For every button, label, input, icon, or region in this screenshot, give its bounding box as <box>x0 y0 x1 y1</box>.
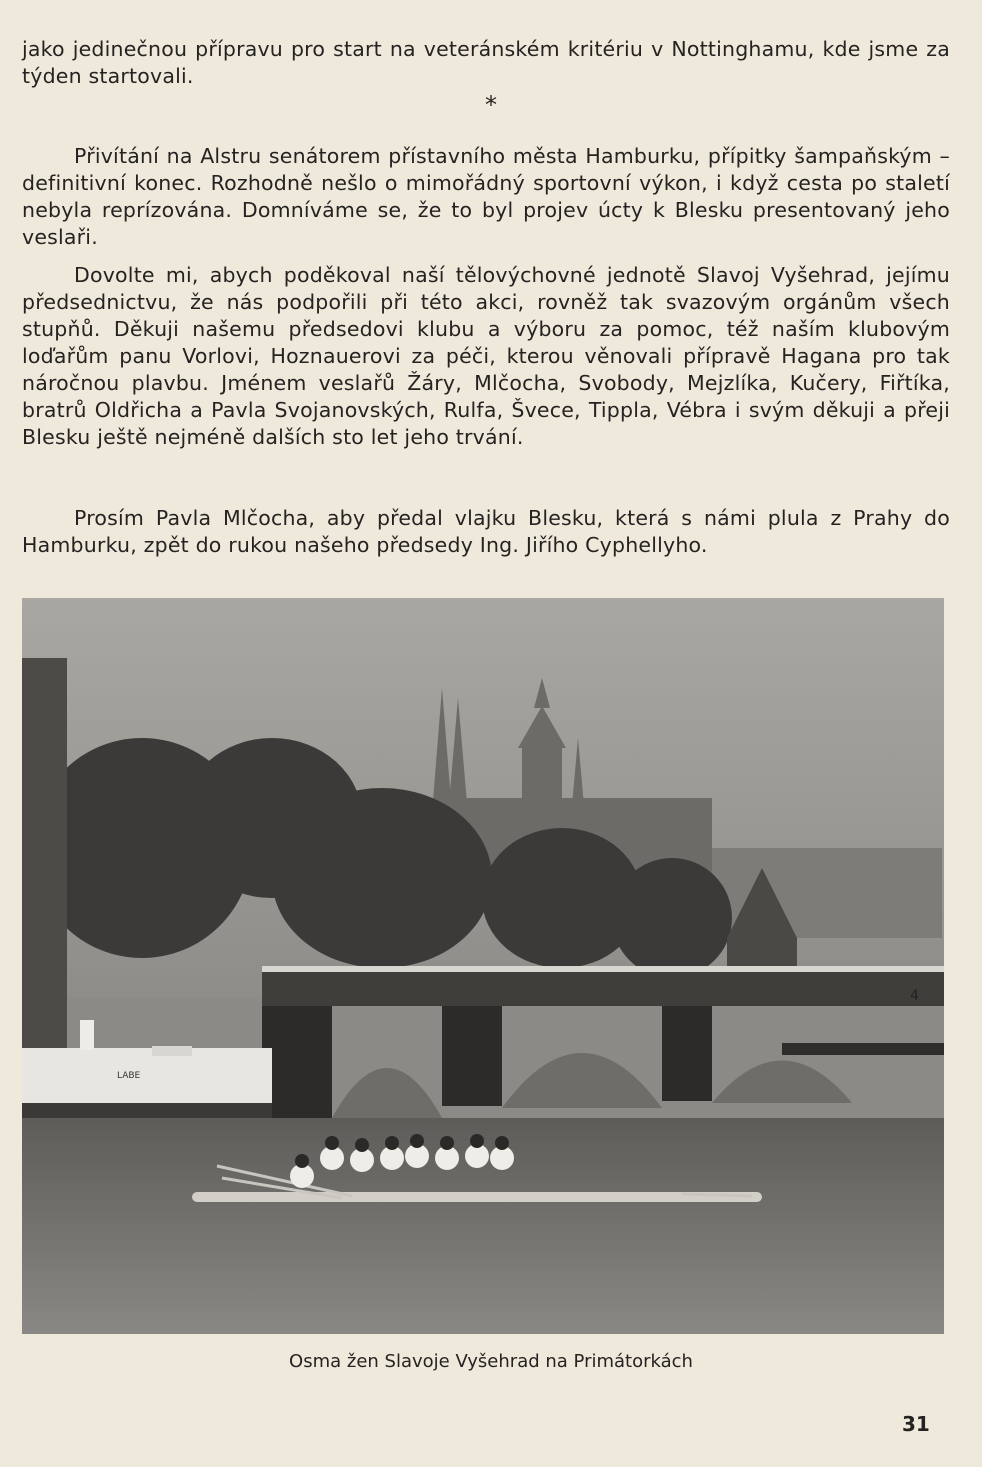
rowing-photo <box>22 598 944 1334</box>
left-building <box>22 658 67 1058</box>
far-bridge <box>782 1043 944 1055</box>
paragraph-intro: jako jedinečnou přípravu pro start na veteránském kritériu v Nottinghamu, kde jsme za týden startovali. <box>22 37 950 88</box>
paragraph-flag: Prosím Pavla Mlčocha, aby předal vlajku Blesku, která s námi plula z Prahy do Hamburku, zpět do rukou našeho předsedy Ing. Jiřího Cyphellyho. <box>22 506 950 557</box>
bridge-deck <box>262 970 944 1006</box>
steamer-sign: LABE <box>117 1071 141 1081</box>
page-number: 31 <box>902 1412 930 1436</box>
paragraph-thanks: Dovolte mi, abych poděkoval naší tělovýchovné jednotě Slavoj Vyšehrad, jejímu předsednictvu, že nás podpořili při této akci, rovněž tak svazovým orgánům všech stupňů. Děkuji našemu předsedovi klubu a výboru za pomoc, též naším klubovým loďařům panu Vorlovi, Hoznauerovi za péči, kterou věnovali přípravě Hagana pro tak náročnou plavbu. Jménem veslařů Žáry, Mlčocha, Svobody, Mejzlíka, Kučery, Fiřtíka, bratrů Oldřicha a Pavla Svojanovských, Rulfa, Švece, Tippla, Vébra i svým děkuji a přeji Blesku ještě nejméně dalších sto let jeho trvání. <box>22 263 950 449</box>
photo-caption: Osma žen Slavoje Vyšehrad na Primátorkách <box>289 1351 693 1372</box>
paragraph-welcome: Přivítání na Alstru senátorem přístavního města Hamburku, přípitky šampaňským – definitivní konec. Rozhodně nešlo o mimořádný sportovní výkon, i když cesta po staletí nebyla reprízována. Domníváme se, že to byl projev úcty k Blesku presentovaný jeho veslaři. <box>22 144 950 249</box>
section-separator: * <box>485 91 497 119</box>
bridge-marker: 4 <box>910 988 919 1004</box>
